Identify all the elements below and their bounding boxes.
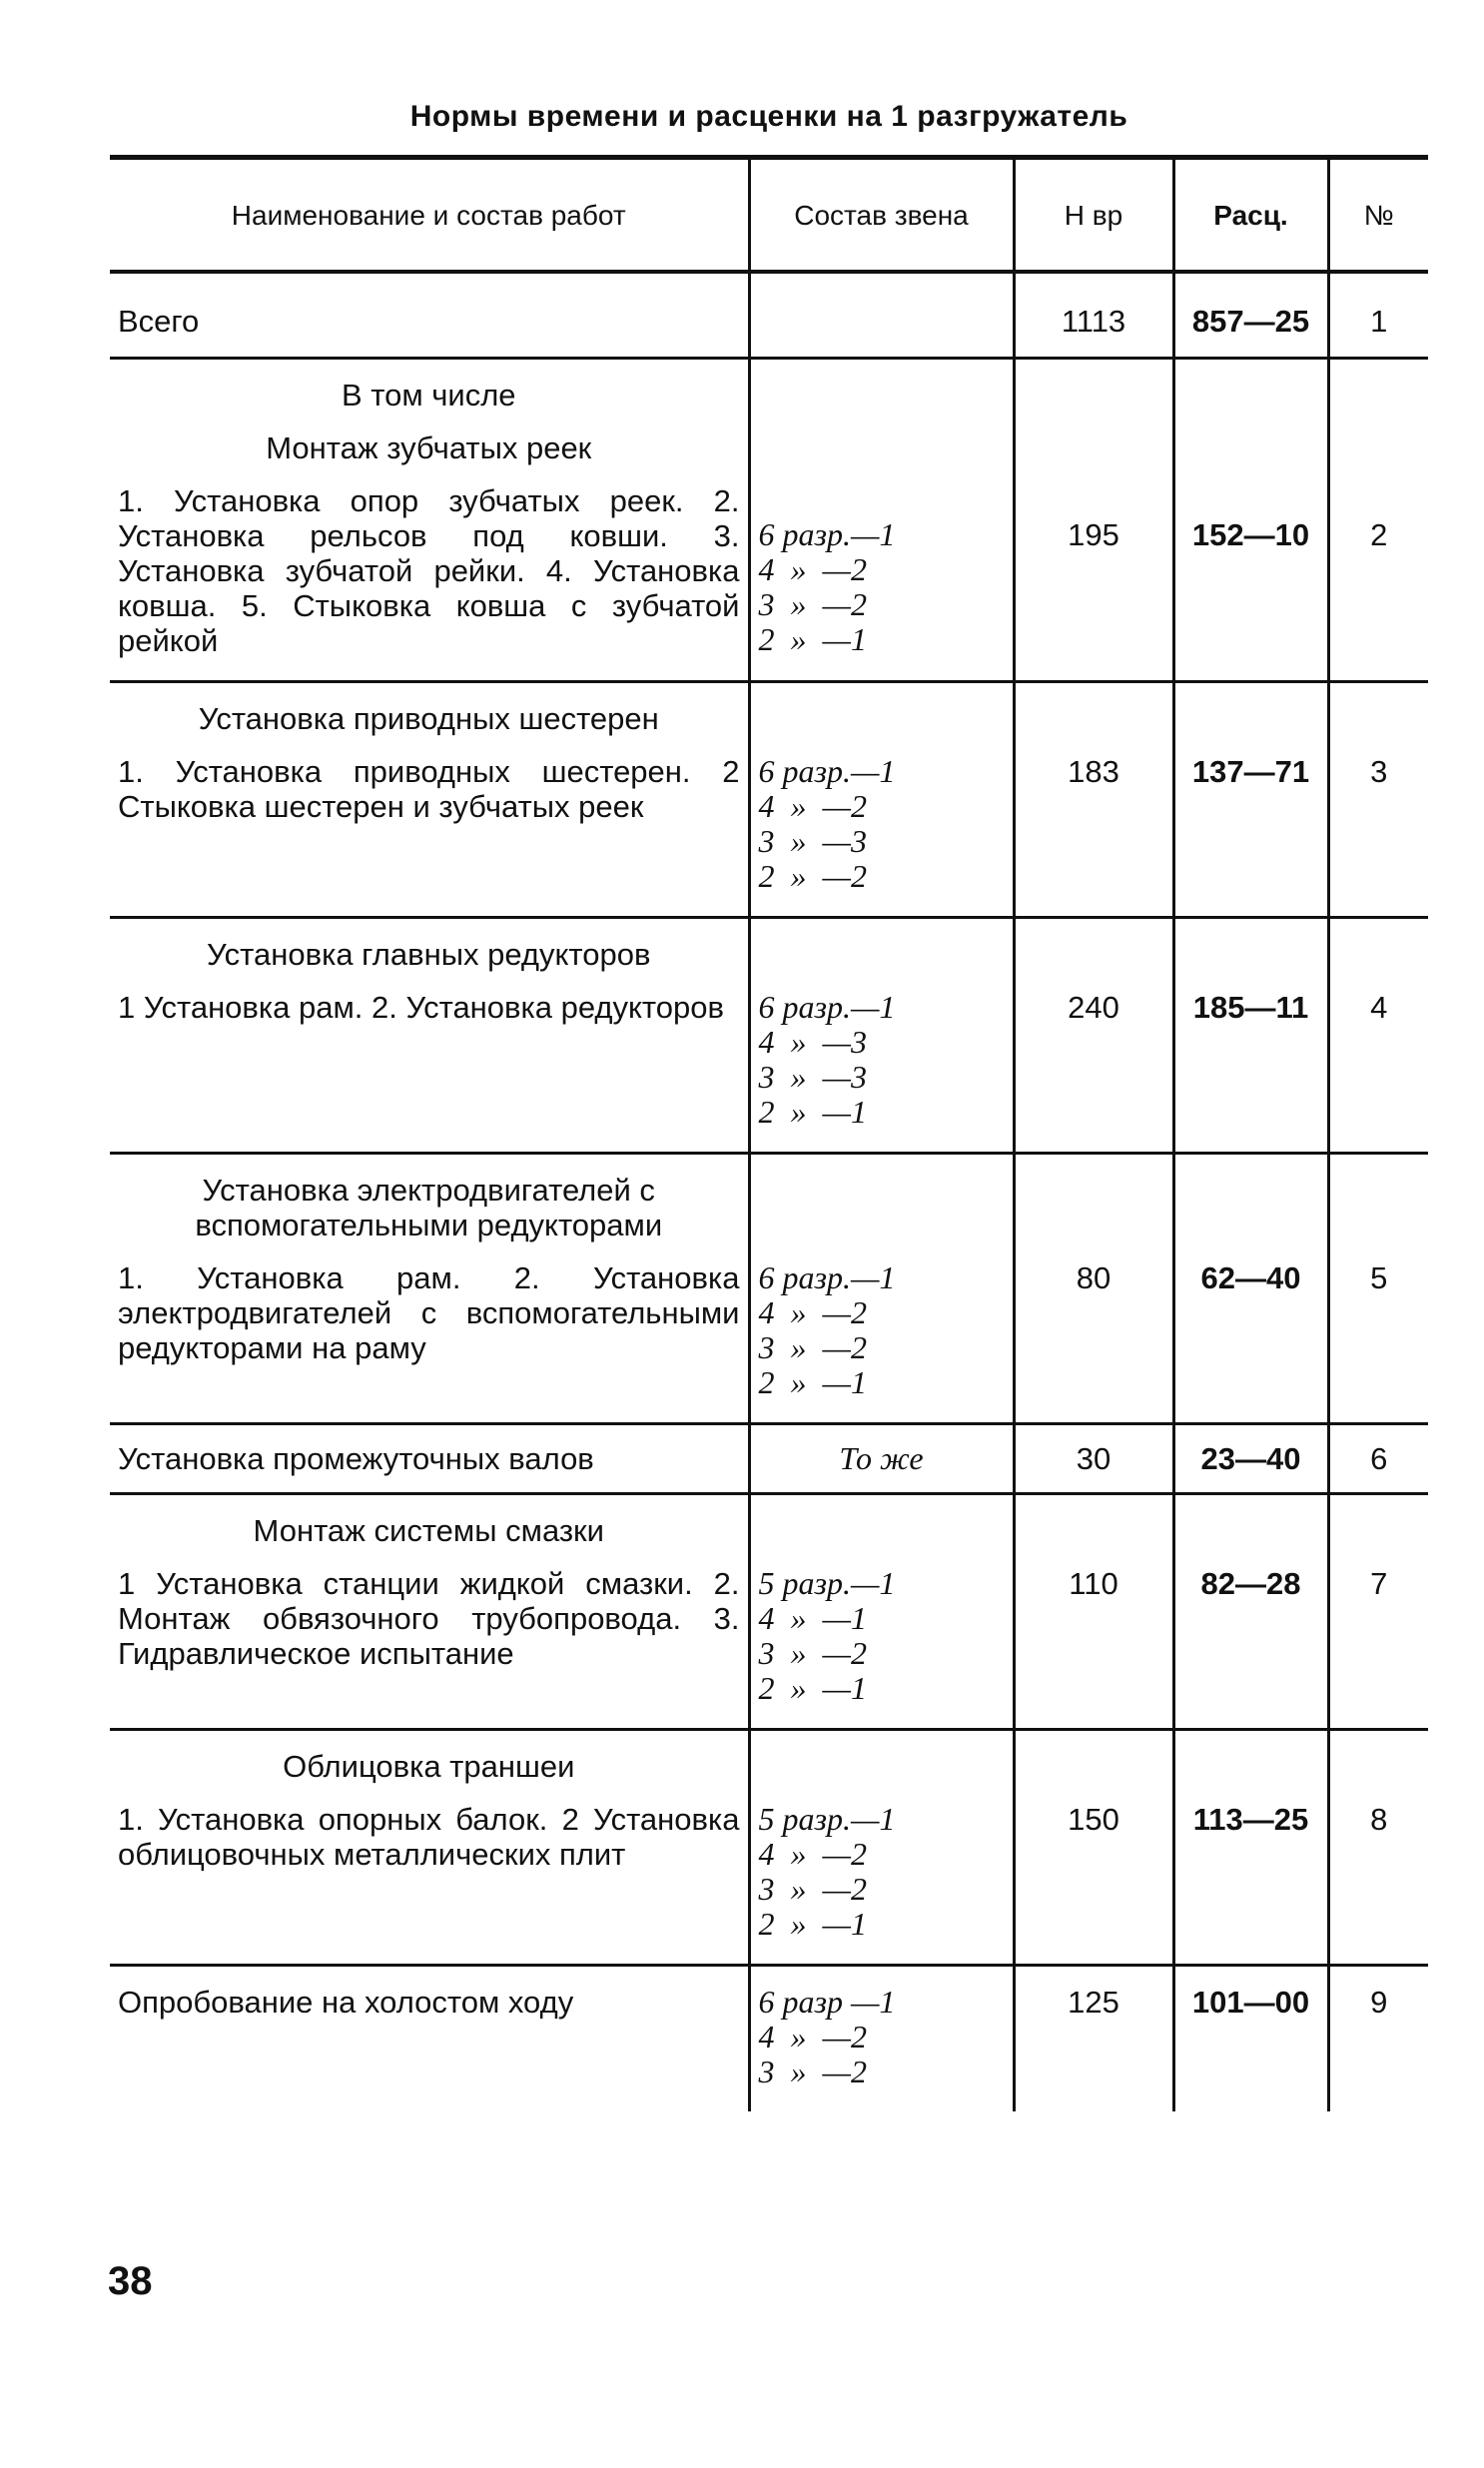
row-nvr: 240 bbox=[1014, 918, 1173, 1154]
norms-table bbox=[110, 155, 1428, 2111]
crew-line: 3 » —2 bbox=[758, 2054, 867, 2089]
table-title: Нормы времени и расценки на 1 разгружатель bbox=[409, 100, 1128, 133]
row-name: Всего bbox=[110, 272, 749, 359]
row-crew bbox=[749, 1966, 1014, 2112]
row-section-title: Установка главных редукторов bbox=[207, 937, 651, 972]
row-description: 1 Установка рам. 2. Установка редукторов bbox=[118, 990, 724, 1025]
crew-line: 2 » —2 bbox=[758, 858, 867, 894]
table-row bbox=[110, 1730, 1428, 1966]
row-name bbox=[110, 1154, 749, 1424]
row-section-title: Монтаж зубчатых реек bbox=[266, 430, 592, 465]
row-nvr: 110 bbox=[1014, 1494, 1173, 1730]
row-crew bbox=[749, 918, 1014, 1154]
crew-line: 3 » —3 bbox=[758, 1059, 867, 1095]
row-rate: 137—71 bbox=[1173, 682, 1328, 918]
table-row bbox=[110, 1966, 1428, 2112]
crew-line: 3 » —2 bbox=[758, 1871, 867, 1907]
crew-line: 4 » —2 bbox=[758, 1836, 867, 1872]
crew-line: 3 » —2 bbox=[758, 1635, 867, 1671]
crew-line: 6 разр.—1 bbox=[758, 516, 896, 552]
row-num: 2 bbox=[1328, 359, 1428, 682]
row-description: 1. Установка приводных шестерен. 2 Стыковка шестерен и зубчатых реек bbox=[118, 754, 740, 824]
row-rate: 113—25 bbox=[1173, 1730, 1328, 1966]
header-name: Наименование и состав работ bbox=[110, 158, 749, 273]
row-description: 1. Установка опорных балок. 2 Установка облицовочных металлических плит bbox=[118, 1802, 740, 1872]
row-num: 6 bbox=[1328, 1424, 1428, 1494]
row-num: 7 bbox=[1328, 1494, 1428, 1730]
header-crew: Состав звена bbox=[749, 158, 1014, 273]
crew-line: 3 » —2 bbox=[758, 586, 867, 622]
row-nvr: 125 bbox=[1014, 1966, 1173, 2112]
row-nvr: 80 bbox=[1014, 1154, 1173, 1424]
row-nvr: 30 bbox=[1014, 1424, 1173, 1494]
crew-line: 2 » —1 bbox=[758, 1670, 867, 1706]
crew-line: 4 » —2 bbox=[758, 1294, 867, 1330]
crew-line: 6 разр.—1 bbox=[758, 989, 896, 1025]
crew-line: 4 » —3 bbox=[758, 1024, 867, 1060]
row-name: Установка промежуточных валов bbox=[110, 1424, 749, 1494]
crew-line: 2 » —1 bbox=[758, 1906, 867, 1942]
crew-line: 6 разр —1 bbox=[758, 1984, 896, 2020]
row-num: 4 bbox=[1328, 918, 1428, 1154]
crew-line: 3 » —3 bbox=[758, 823, 867, 859]
row-crew bbox=[749, 272, 1014, 359]
row-description: 1 Установка станции жидкой смазки. 2. Монтаж обвязочного трубопровода. 3. Гидравлическое испытание bbox=[118, 1566, 740, 1671]
crew-line: 5 разр.—1 bbox=[758, 1801, 896, 1837]
row-num: 1 bbox=[1328, 272, 1428, 359]
row-nvr: 183 bbox=[1014, 682, 1173, 918]
row-name bbox=[110, 1494, 749, 1730]
crew-line: 6 разр.—1 bbox=[758, 1259, 896, 1295]
table-row bbox=[110, 1154, 1428, 1424]
row-num: 5 bbox=[1328, 1154, 1428, 1424]
header-num: № bbox=[1328, 158, 1428, 273]
row-rate: 857—25 bbox=[1173, 272, 1328, 359]
row-nvr: 1113 bbox=[1014, 272, 1173, 359]
crew-line: 4 » —2 bbox=[758, 2019, 867, 2055]
row-num: 9 bbox=[1328, 1966, 1428, 2112]
row-rate: 185—11 bbox=[1173, 918, 1328, 1154]
crew-line: 2 » —1 bbox=[758, 621, 867, 657]
header-rate: Расц. bbox=[1173, 158, 1328, 273]
crew-line: 6 разр.—1 bbox=[758, 753, 896, 789]
row-section-title: Облицовка траншеи bbox=[283, 1749, 575, 1784]
row-name: Опробование на холостом ходу bbox=[118, 1985, 574, 2020]
row-crew: То же bbox=[749, 1424, 1014, 1494]
row-section-title: Установка электродвигателей с вспомогательными редукторами bbox=[195, 1173, 663, 1242]
row-num: 3 bbox=[1328, 682, 1428, 918]
row-description: 1. Установка опор зубчатых реек. 2. Установка рельсов под ковши. 3. Установка зубчатой рейки. 4. Установка ковша. 5. Стыковка ковша с зубчатой рейкой bbox=[118, 483, 740, 658]
crew-line: 2 » —1 bbox=[758, 1364, 867, 1400]
table-row bbox=[110, 682, 1428, 918]
row-name bbox=[110, 1730, 749, 1966]
crew-line: 5 разр.—1 bbox=[758, 1565, 896, 1601]
row-crew bbox=[749, 1494, 1014, 1730]
row-rate: 82—28 bbox=[1173, 1494, 1328, 1730]
row-crew bbox=[749, 359, 1014, 682]
row-description: 1. Установка рам. 2. Установка электродвигателей с вспомогательными редукторами на раму bbox=[118, 1260, 740, 1365]
row-crew bbox=[749, 1154, 1014, 1424]
row-name bbox=[110, 918, 749, 1154]
row-nvr: 195 bbox=[1014, 359, 1173, 682]
table-row bbox=[110, 918, 1428, 1154]
crew-line: 4 » —1 bbox=[758, 1600, 867, 1636]
row-num: 8 bbox=[1328, 1730, 1428, 1966]
row-section-title: Монтаж системы смазки bbox=[253, 1513, 604, 1548]
table-row bbox=[110, 1424, 1428, 1494]
table-row bbox=[110, 272, 1428, 359]
crew-line: 2 » —1 bbox=[758, 1094, 867, 1130]
row-crew bbox=[749, 682, 1014, 918]
table-row bbox=[110, 1494, 1428, 1730]
row-nvr: 150 bbox=[1014, 1730, 1173, 1966]
row-name bbox=[110, 682, 749, 918]
page-number: 38 bbox=[108, 2259, 153, 2303]
row-rate: 23—40 bbox=[1173, 1424, 1328, 1494]
row-rate: 62—40 bbox=[1173, 1154, 1328, 1424]
row-name bbox=[110, 359, 749, 682]
crew-line: 4 » —2 bbox=[758, 551, 867, 587]
header-nvr: Н вр bbox=[1014, 158, 1173, 273]
table-header-row bbox=[110, 158, 1428, 273]
table-row bbox=[110, 359, 1428, 682]
row-rate: 152—10 bbox=[1173, 359, 1328, 682]
crew-line: 3 » —2 bbox=[758, 1329, 867, 1365]
row-rate: 101—00 bbox=[1173, 1966, 1328, 2112]
row-section-title: Установка приводных шестерен bbox=[198, 701, 659, 736]
crew-line: 4 » —2 bbox=[758, 788, 867, 824]
row-pre-title: В том числе bbox=[341, 378, 516, 412]
row-crew bbox=[749, 1730, 1014, 1966]
